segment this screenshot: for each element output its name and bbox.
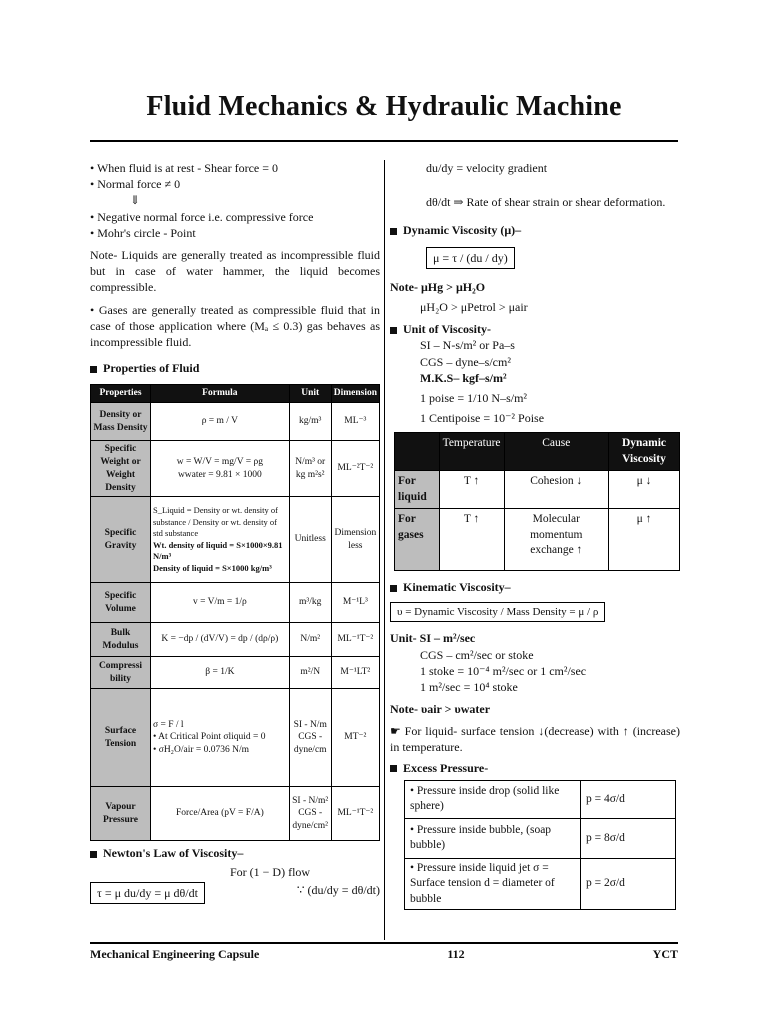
table-row: • Pressure inside bubble, (soap bubble) p = 8σ/d bbox=[405, 818, 676, 858]
note-liquids: Note- Liquids are generally treated as incompressible fluid but in case of water hammer, the liquid becomes compressible. bbox=[90, 247, 380, 295]
unit-si: SI – N-s/m² or Pa–s bbox=[420, 338, 515, 353]
table-row: Vapour Pressure Force/Area (pV = F/A) SI - N/m² CGS - dyne/cm² ML⁻¹T⁻² bbox=[91, 787, 380, 841]
rest-bullets bbox=[90, 160, 380, 241]
th-formula: Formula bbox=[151, 385, 290, 403]
excess-pressure-heading: Excess Pressure- bbox=[390, 760, 680, 776]
th-properties: Properties bbox=[91, 385, 151, 403]
newton-flow: For (1 − D) flow bbox=[230, 864, 311, 879]
left-column bbox=[90, 160, 380, 904]
newton-formula: τ = μ du/dy = μ dθ/dt bbox=[90, 882, 205, 904]
page-title: Fluid Mechanics & Hydraulic Machine bbox=[146, 91, 622, 122]
table-header-row bbox=[91, 385, 380, 403]
dynamic-viscosity-formula: μ = τ / (du / dy) bbox=[426, 247, 515, 269]
th-dimension: Dimension bbox=[331, 385, 379, 403]
table-row: • Pressure inside drop (solid like sphere) p = 4σ/d bbox=[405, 780, 676, 818]
unit-viscosity-heading: Unit of Viscosity- bbox=[390, 321, 680, 337]
right-column bbox=[390, 160, 680, 910]
poise: 1 poise = 1/10 N–s/m² bbox=[420, 390, 528, 405]
table-row: For liquid T ↑ Cohesion ↓ μ ↓ bbox=[395, 471, 680, 509]
table-row: Bulk Modulus K = −dp / (dV/V) = dp / (dρ/ρ) N/m² ML⁻¹T⁻² bbox=[91, 623, 380, 657]
arrow: ⇓ bbox=[130, 193, 141, 208]
bullet-negative: • Negative normal force i.e. compressive force bbox=[90, 209, 314, 224]
table-row: Specific Volume v = V/m = 1/ρ m³/kg M⁻¹L³ bbox=[91, 583, 380, 623]
kin-conversion: 1 m²/sec = 10⁴ stoke bbox=[420, 679, 518, 694]
excess-pressure-table bbox=[404, 780, 676, 911]
bullet-normal: • Normal force ≠ 0 bbox=[90, 177, 181, 192]
column-divider bbox=[384, 160, 385, 940]
table-row: Surface Tension σ = F / l • At Critical Point σliquid = 0 • σH₂O/air = 0.0736 N/m SI - N/m CGS - dyne/cm MT⁻² bbox=[91, 689, 380, 787]
properties-table bbox=[90, 384, 380, 841]
footer-book: Mechanical Engineering Capsule bbox=[90, 947, 260, 961]
kin-stoke: 1 stoke = 10⁻⁴ m²/sec or 1 cm²/sec bbox=[420, 663, 587, 678]
liquid-note: ☛ For liquid- surface tension ↓(decrease) with ↑ (increase) in temperature. bbox=[390, 724, 680, 755]
velocity-gradient: du/dy = velocity gradient bbox=[426, 161, 548, 175]
kinematic-viscosity-heading: Kinematic Viscosity– bbox=[390, 579, 680, 595]
th-unit: Unit bbox=[289, 385, 331, 403]
unit-cgs: CGS – dyne–s/cm² bbox=[420, 354, 511, 369]
properties-heading: Properties of Fluid bbox=[90, 360, 380, 376]
temperature-table bbox=[394, 432, 680, 571]
footer-rule bbox=[90, 942, 678, 944]
footer bbox=[90, 946, 678, 962]
bullet-mohr: • Mohr's circle - Point bbox=[90, 225, 196, 240]
kinematic-formula: υ = Dynamic Viscosity / Mass Density = μ / ρ bbox=[390, 602, 605, 623]
kin-unit-cgs: CGS – cm²/sec or stoke bbox=[420, 647, 534, 662]
newton-since: ∵ (du/dy = dθ/dt) bbox=[296, 882, 380, 897]
note-mercury: Note- μHg > μH₂O bbox=[390, 279, 486, 294]
kin-unit-si: Unit- SI – m²/sec bbox=[390, 631, 476, 646]
shear-rate: dθ/dt ⇒ Rate of shear strain or shear deformation. bbox=[426, 195, 666, 210]
table-header-row: Temperature Cause Dynamic Viscosity bbox=[395, 433, 680, 471]
table-row: • Pressure inside liquid jet σ = Surface tension d = diameter of bubble p = 2σ/d bbox=[405, 858, 676, 910]
bullet-rest: • When fluid is at rest - Shear force = 0 bbox=[90, 161, 279, 175]
footer-publisher: YCT bbox=[652, 947, 678, 961]
kin-note: Note- υair > υwater bbox=[390, 702, 491, 717]
note-gases: • Gases are generally treated as compressible fluid that in case of those application where (Mₐ ≤ 0.3) gas behaves as incompressible fluid. bbox=[90, 302, 380, 349]
page-number: 112 bbox=[447, 947, 465, 961]
table-row: Compressi bility β = 1/K m²/N M⁻¹LT² bbox=[91, 657, 380, 689]
centipoise: 1 Centipoise = 10⁻² Poise bbox=[420, 411, 545, 426]
table-row: Density or Mass Density ρ = m / V kg/m³ ML⁻³ bbox=[91, 403, 380, 441]
dynamic-viscosity-heading: Dynamic Viscosity (μ)– bbox=[390, 222, 680, 238]
table-row: Specific Gravity S_Liquid = Density or wt. density of substance / Density or wt. density of std substance Wt. density of liquid = S×1000×9.81 N/m³ Density of liquid = S×1000 kg/m³ Unitless Dimension less bbox=[91, 497, 380, 583]
table-row: Specific Weight or Weight Density w = W/V = mg/V = ρg wwater = 9.81 × 1000 N/m³ or kg m²s² ML⁻²T⁻² bbox=[91, 441, 380, 497]
table-row: For gases T ↑ Molecular momentum exchange ↑ μ ↑ bbox=[395, 509, 680, 571]
newton-heading: Newton's Law of Viscosity– bbox=[90, 845, 380, 861]
unit-mks: M.K.S– kgf–s/m² bbox=[420, 370, 507, 385]
note-petrol: μH₂O > μPetrol > μair bbox=[420, 299, 528, 314]
title-rule bbox=[90, 140, 678, 142]
